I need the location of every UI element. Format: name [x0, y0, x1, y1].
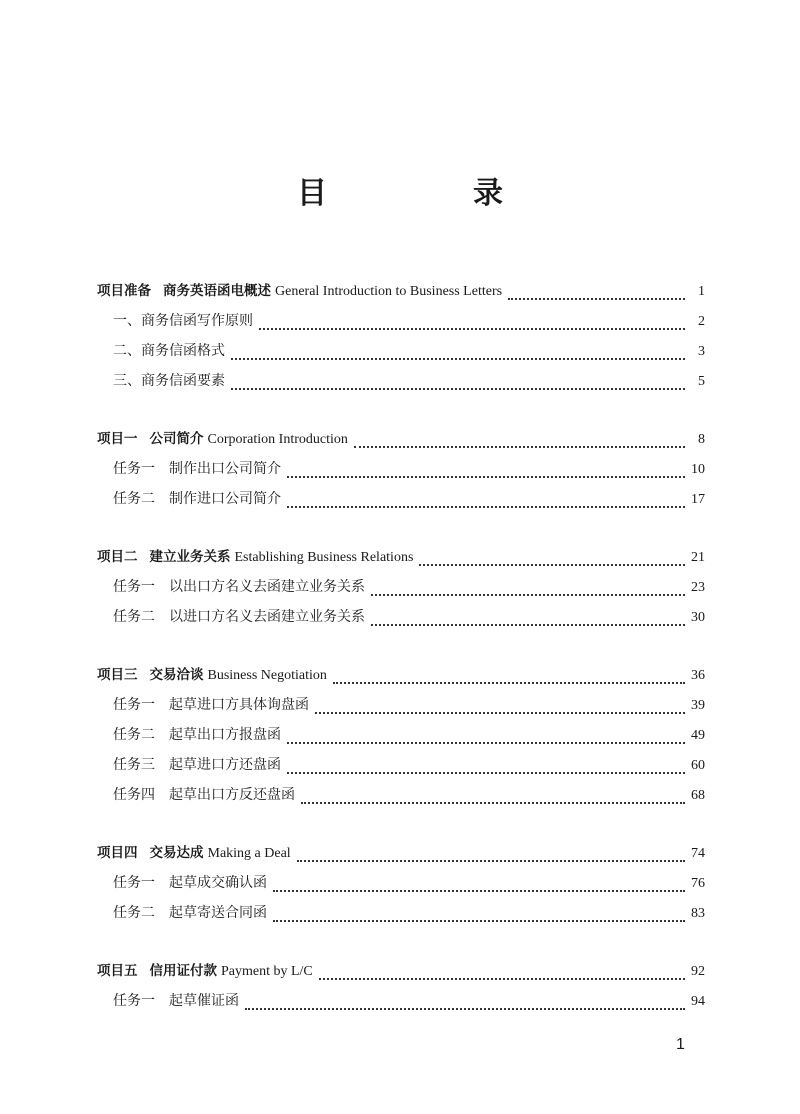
toc-entry-sub[interactable] [97, 903, 705, 933]
entry-title: 起草进口方还盘函 [169, 757, 281, 773]
section-title-en: General Introduction to Business Letters [275, 284, 503, 299]
dot-leader [273, 889, 685, 892]
entry-title: 起草出口方反还盘函 [169, 787, 295, 803]
page-number: 76 [691, 876, 705, 891]
toc-entry-sub[interactable] [97, 459, 705, 489]
task-label: 任务二 [113, 491, 155, 507]
page-number: 39 [691, 698, 705, 713]
toc-entry-sub[interactable] [97, 991, 705, 1021]
dot-leader [287, 741, 685, 744]
toc-section [97, 429, 705, 519]
page-number: 74 [691, 846, 705, 861]
page-number: 10 [691, 462, 705, 477]
dot-leader [354, 445, 685, 448]
toc-entry-sub[interactable] [97, 311, 705, 341]
entry-title: 起草出口方报盘函 [169, 727, 281, 743]
task-label: 任务一 [113, 579, 155, 595]
entry-title: 三、商务信函要素 [113, 373, 225, 389]
page-number: 83 [691, 906, 705, 921]
page-number: 2 [698, 314, 705, 329]
toc-section [97, 665, 705, 815]
toc-entry-sub[interactable] [97, 489, 705, 519]
section-title-en: Corporation Introduction [207, 432, 348, 447]
page-number: 92 [691, 964, 705, 979]
dot-leader [231, 387, 685, 390]
section-label: 项目五 [97, 963, 138, 979]
page-folio: 1 [676, 1036, 685, 1053]
dot-leader [231, 357, 685, 360]
section-title-en: Making a Deal [207, 846, 291, 861]
entry-title: 起草成交确认函 [169, 875, 267, 891]
page-number: 94 [691, 994, 705, 1009]
section-title: 交易达成 [149, 845, 204, 861]
table-of-contents [97, 281, 705, 1049]
dot-leader [287, 505, 685, 508]
section-title: 交易洽谈 [149, 667, 204, 683]
page-number: 49 [691, 728, 705, 743]
dot-leader [333, 681, 685, 684]
section-title-en: Payment by L/C [221, 964, 313, 979]
page-number: 60 [691, 758, 705, 773]
toc-entry-main[interactable] [97, 843, 705, 873]
task-label: 任务一 [113, 993, 155, 1009]
section-title-en: Business Negotiation [207, 668, 327, 683]
toc-entry-sub[interactable] [97, 371, 705, 401]
toc-entry-main[interactable] [97, 961, 705, 991]
dot-leader [287, 771, 685, 774]
dot-leader [259, 327, 685, 330]
dot-leader [419, 563, 685, 566]
toc-entry-main[interactable] [97, 665, 705, 695]
entry-title: 二、商务信函格式 [113, 343, 225, 359]
toc-section [97, 843, 705, 933]
page-number: 3 [698, 344, 705, 359]
section-label: 项目准备 [97, 283, 151, 299]
page-number: 23 [691, 580, 705, 595]
task-label: 任务二 [113, 609, 155, 625]
entry-title: 以出口方名义去函建立业务关系 [169, 579, 365, 595]
task-label: 任务一 [113, 875, 155, 891]
toc-entry-sub[interactable] [97, 577, 705, 607]
section-title: 建立业务关系 [149, 549, 231, 565]
page-number: 21 [691, 550, 705, 565]
toc-entry-sub[interactable] [97, 695, 705, 725]
entry-title: 一、商务信函写作原则 [113, 313, 253, 329]
toc-section [97, 281, 705, 401]
entry-title: 起草催证函 [169, 993, 239, 1009]
section-title: 商务英语函电概述 [163, 283, 271, 299]
entry-title: 以进口方名义去函建立业务关系 [169, 609, 365, 625]
page-number: 17 [691, 492, 705, 507]
section-label: 项目二 [97, 549, 138, 565]
page-number: 36 [691, 668, 705, 683]
entry-title: 制作进口公司简介 [169, 491, 281, 507]
toc-entry-main[interactable] [97, 547, 705, 577]
toc-entry-sub[interactable] [97, 341, 705, 371]
dot-leader [273, 919, 685, 922]
dot-leader [319, 977, 685, 980]
toc-entry-sub[interactable] [97, 755, 705, 785]
task-label: 任务三 [113, 757, 155, 773]
toc-entry-sub[interactable] [97, 873, 705, 903]
toc-entry-sub[interactable] [97, 725, 705, 755]
dot-leader [371, 623, 685, 626]
task-label: 任务一 [113, 461, 155, 477]
toc-entry-main[interactable] [97, 429, 705, 459]
page-title: 目 录 [297, 176, 561, 211]
dot-leader [508, 297, 685, 300]
page-number: 1 [698, 284, 705, 299]
dot-leader [245, 1007, 685, 1010]
dot-leader [297, 859, 685, 862]
dot-leader [371, 593, 685, 596]
toc-section [97, 547, 705, 637]
entry-title: 制作出口公司简介 [169, 461, 281, 477]
task-label: 任务二 [113, 727, 155, 743]
dot-leader [287, 475, 685, 478]
entry-title: 起草进口方具体询盘函 [169, 697, 309, 713]
toc-entry-sub[interactable] [97, 785, 705, 815]
page-number: 8 [698, 432, 705, 447]
toc-section [97, 961, 705, 1021]
toc-entry-sub[interactable] [97, 607, 705, 637]
section-title: 信用证付款 [149, 963, 217, 979]
section-title-en: Establishing Business Relations [234, 550, 414, 565]
page-number: 68 [691, 788, 705, 803]
entry-title: 起草寄送合同函 [169, 905, 267, 921]
dot-leader [301, 801, 685, 804]
page-number: 5 [698, 374, 705, 389]
section-title: 公司简介 [149, 431, 204, 447]
task-label: 任务四 [113, 787, 155, 803]
task-label: 任务二 [113, 905, 155, 921]
page-number: 30 [691, 610, 705, 625]
dot-leader [315, 711, 685, 714]
task-label: 任务一 [113, 697, 155, 713]
toc-entry-main[interactable] [97, 281, 705, 311]
section-label: 项目四 [97, 845, 138, 861]
section-label: 项目一 [97, 431, 138, 447]
section-label: 项目三 [97, 667, 138, 683]
